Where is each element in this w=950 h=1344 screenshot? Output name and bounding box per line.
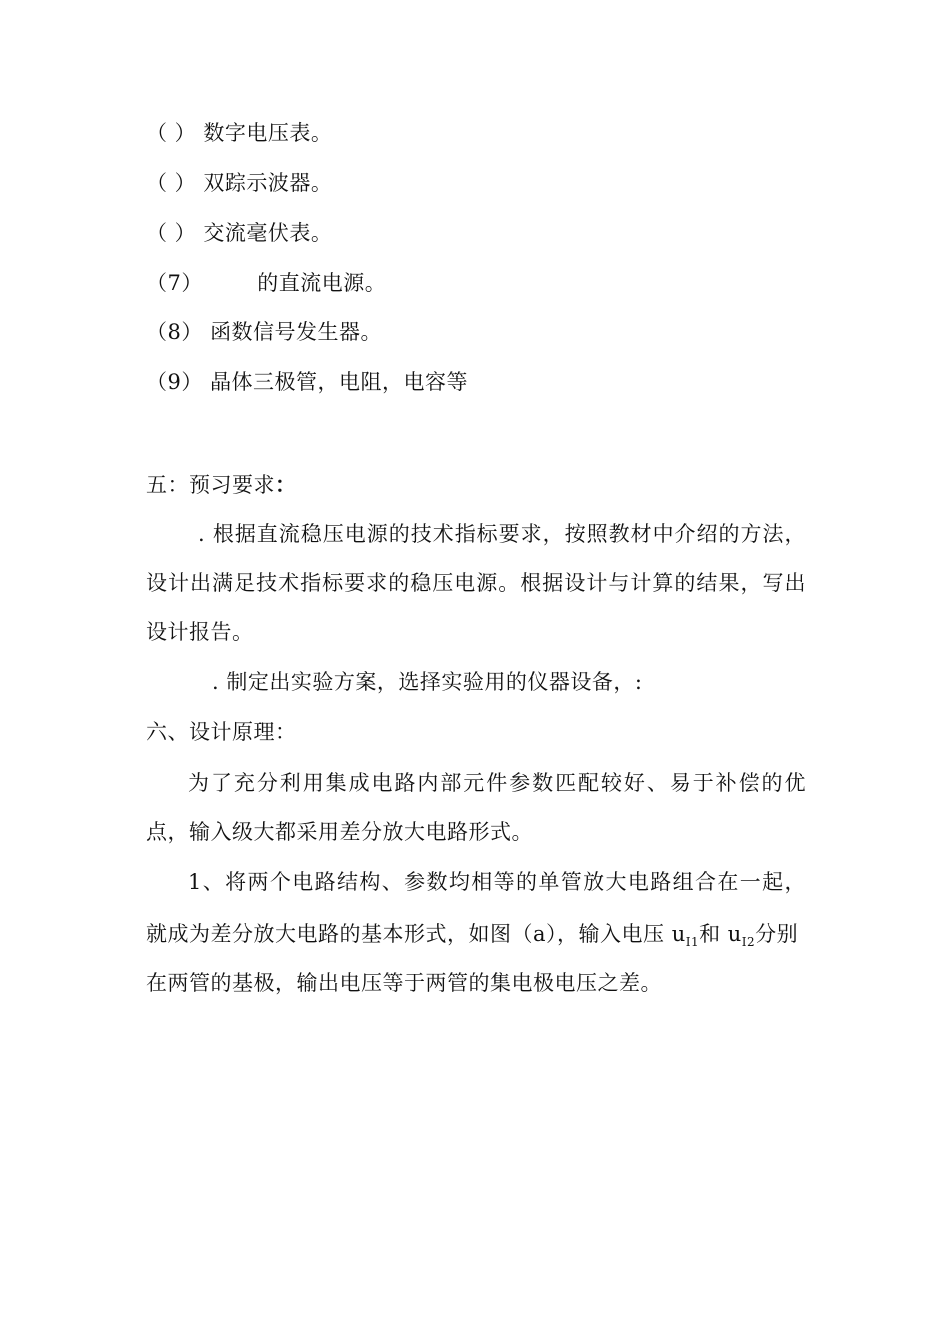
list-item-number: （ ）: [146, 121, 197, 145]
list-item-text: 交流毫伏表。: [203, 221, 333, 245]
list-item-function-generator: [146, 318, 382, 346]
list-item-digital-voltmeter: [146, 119, 332, 147]
paragraph-line: . 根据直流稳压电源的技术指标要求，按照教材中介绍的方法，: [198, 522, 806, 546]
list-item-number: （ ）: [146, 171, 197, 195]
paragraph-line: 1、将两个电路结构、参数均相等的单管放大电路组合在一起，: [188, 870, 806, 894]
paragraph-line-with-subscripts: 就成为差分放大电路的基本形式，如图（a），输入电压 $u_{I1}$和 $u_{I2}$分别: [146, 922, 799, 949]
list-item-text: 晶体三极管，电阻，电容等: [210, 370, 469, 394]
list-item-number: （9）: [146, 370, 203, 394]
list-item-dc-power-supply: [146, 269, 386, 297]
subscript-i2: I2: [741, 935, 756, 949]
list-item-number: （8）: [146, 320, 203, 344]
list-item-text: 函数信号发生器。: [210, 320, 383, 344]
heading-colon: ：: [275, 472, 297, 497]
list-item-oscilloscope: [146, 169, 332, 197]
paragraph-line: 点，输入级大都采用差分放大电路形式。: [146, 820, 533, 844]
paragraph-line: 设计出满足技术指标要求的稳压电源。根据设计与计算的结果，写出: [146, 571, 806, 595]
paragraph-line: . 制定出实验方案，选择实验用的仪器设备，:: [212, 670, 643, 694]
list-item-number: （7）: [146, 271, 203, 295]
list-item-text: 双踪示波器。: [203, 171, 333, 195]
section-heading-preview-requirements: [146, 471, 297, 499]
section-heading-design-principle: 六、设计原理：: [146, 720, 297, 744]
list-item-number: （ ）: [146, 221, 197, 245]
list-item-components: [146, 368, 468, 396]
list-item-text: 数字电压表。: [203, 121, 333, 145]
list-item-ac-millivoltmeter: [146, 219, 332, 247]
paragraph-line: 设计报告。: [146, 620, 254, 644]
paragraph-line: 为了充分利用集成电路内部元件参数匹配较好、易于补偿的优: [188, 771, 806, 795]
paragraph-line: 在两管的基极，输出电压等于两管的集电极电压之差。: [146, 971, 662, 995]
subscript-i1: I1: [685, 935, 700, 949]
list-item-text: 的直流电源。: [257, 271, 387, 295]
section-heading-text: 五：预习要求: [146, 473, 275, 497]
